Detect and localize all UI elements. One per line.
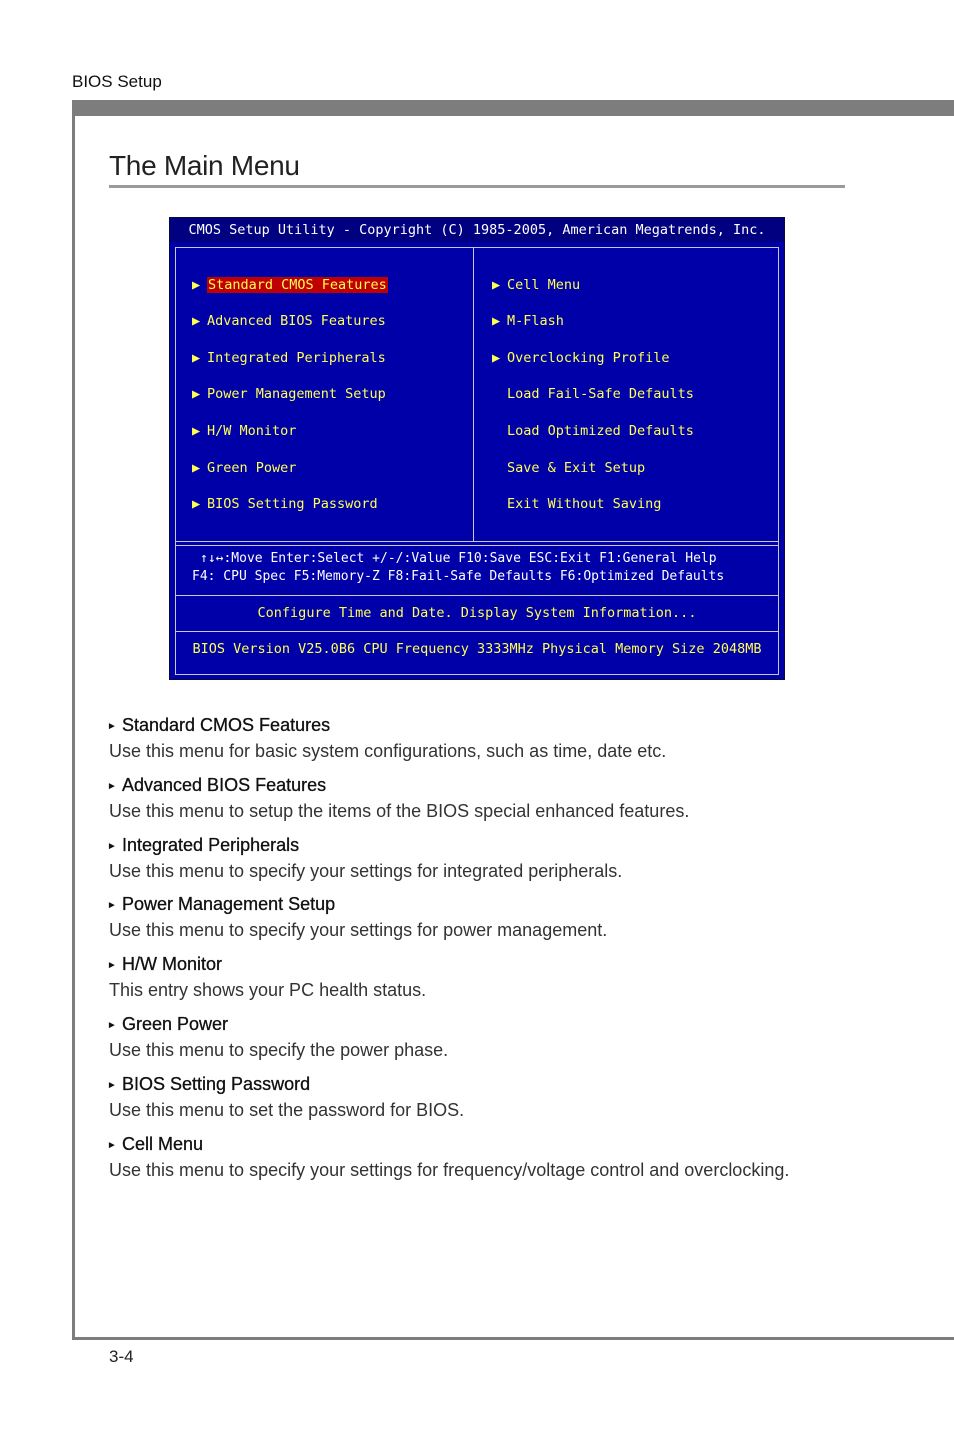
bios-column-divider	[473, 247, 474, 542]
arrow-right-icon: ▶	[192, 386, 201, 402]
bios-menu-m-flash[interactable]: ▶ M-Flash	[492, 313, 564, 329]
arrow-right-icon: ▶	[492, 313, 501, 329]
bios-menu-power-management[interactable]: ▶ Power Management Setup	[192, 386, 386, 402]
entry-title: ▸ H/W Monitor	[109, 954, 223, 974]
entry-green-power	[109, 1014, 448, 1061]
bios-menu-overclocking-profile[interactable]: ▶ Overclocking Profile	[492, 350, 670, 366]
entry-cell-menu	[109, 1134, 789, 1181]
entry-bios-password	[109, 1074, 464, 1121]
bios-menu-hw-monitor[interactable]: ▶ H/W Monitor	[192, 423, 297, 439]
bios-menu-exit-without-saving[interactable]: Exit Without Saving	[507, 496, 662, 512]
arrow-right-icon: ▶	[192, 277, 201, 293]
left-margin-rule	[72, 100, 75, 1340]
entry-title: ▸ Integrated Peripherals	[109, 835, 300, 855]
bios-divider	[175, 631, 779, 632]
bios-divider	[175, 545, 779, 546]
triangle-bullet-icon: ▸	[109, 720, 115, 732]
entry-description: Use this menu to specify your settings for frequency/voltage control and overclocking.	[109, 1160, 790, 1180]
bios-key-legend-1: ↑↓↔:Move Enter:Select +/-/:Value F10:Save ESC:Exit F1:General Help	[200, 551, 717, 566]
bios-screenshot	[169, 217, 785, 680]
triangle-bullet-icon: ▸	[109, 780, 115, 792]
triangle-bullet-icon: ▸	[109, 1139, 115, 1151]
footer-rule	[72, 1337, 954, 1340]
page-number: 3-4	[109, 1347, 134, 1366]
entry-title: ▸ Power Management Setup	[109, 894, 336, 914]
entry-power-management	[109, 894, 607, 941]
bios-divider	[175, 541, 779, 542]
arrow-right-icon: ▶	[492, 277, 501, 293]
bios-menu-green-power[interactable]: ▶ Green Power	[192, 460, 297, 476]
entry-standard-cmos	[109, 715, 666, 762]
triangle-bullet-icon: ▸	[109, 1019, 115, 1031]
entry-title: ▸ Cell Menu	[109, 1134, 204, 1154]
triangle-bullet-icon: ▸	[109, 959, 115, 971]
entry-description: Use this menu for basic system configurations, such as time, date etc.	[109, 741, 667, 761]
triangle-bullet-icon: ▸	[109, 899, 115, 911]
entry-description: Use this menu to specify the power phase.	[109, 1040, 449, 1060]
triangle-bullet-icon: ▸	[109, 1079, 115, 1091]
entry-description: Use this menu to specify your settings for power management.	[109, 920, 608, 940]
bios-menu-advanced-bios[interactable]: ▶ Advanced BIOS Features	[192, 313, 386, 329]
bios-menu-standard-cmos[interactable]: ▶ Standard CMOS Features	[192, 277, 387, 293]
entry-description: This entry shows your PC health status.	[109, 980, 427, 1000]
bios-status-line: BIOS Version V25.0B6 CPU Frequency 3333MHz Physical Memory Size 2048MB	[192, 641, 762, 657]
arrow-right-icon: ▶	[492, 350, 501, 366]
entry-description: Use this menu to set the password for BIOS.	[109, 1100, 465, 1120]
entry-title: ▸ BIOS Setting Password	[109, 1074, 311, 1094]
arrow-right-icon: ▶	[192, 313, 201, 329]
bios-menu-save-exit[interactable]: Save & Exit Setup	[507, 460, 646, 476]
bios-help-text: Configure Time and Date. Display System Information...	[257, 605, 697, 621]
bios-title-bar: CMOS Setup Utility - Copyright (C) 1985-2005, American Megatrends, Inc.	[170, 218, 784, 242]
bios-divider	[175, 595, 779, 596]
entry-hw-monitor	[109, 954, 426, 1001]
entry-integrated-peripherals	[109, 835, 622, 882]
entry-advanced-bios	[109, 775, 689, 822]
bios-key-legend-2: F4: CPU Spec F5:Memory-Z F8:Fail-Safe Defaults F6:Optimized Defaults	[192, 569, 725, 584]
section-label: BIOS Setup	[72, 72, 162, 91]
arrow-right-icon: ▶	[192, 496, 201, 512]
arrow-right-icon: ▶	[192, 423, 201, 439]
entry-title: ▸ Advanced BIOS Features	[109, 775, 327, 795]
entry-title: ▸ Standard CMOS Features	[109, 715, 331, 735]
bios-menu-cell-menu[interactable]: ▶ Cell Menu	[492, 277, 581, 293]
bios-menu-bios-password[interactable]: ▶ BIOS Setting Password	[192, 496, 378, 512]
arrow-right-icon: ▶	[192, 350, 201, 366]
bios-menu-load-failsafe[interactable]: Load Fail-Safe Defaults	[507, 386, 694, 402]
triangle-bullet-icon: ▸	[109, 840, 115, 852]
entry-description: Use this menu to specify your settings for integrated peripherals.	[109, 861, 623, 881]
entry-description: Use this menu to setup the items of the BIOS special enhanced features.	[109, 801, 690, 821]
bios-menu-load-optimized[interactable]: Load Optimized Defaults	[507, 423, 694, 439]
page-title: The Main Menu	[109, 150, 300, 181]
title-underline	[109, 185, 845, 188]
header-bar	[72, 100, 954, 116]
bios-menu-integrated-peripherals[interactable]: ▶ Integrated Peripherals	[192, 350, 386, 366]
arrow-right-icon: ▶	[192, 460, 201, 476]
entry-title: ▸ Green Power	[109, 1014, 229, 1034]
